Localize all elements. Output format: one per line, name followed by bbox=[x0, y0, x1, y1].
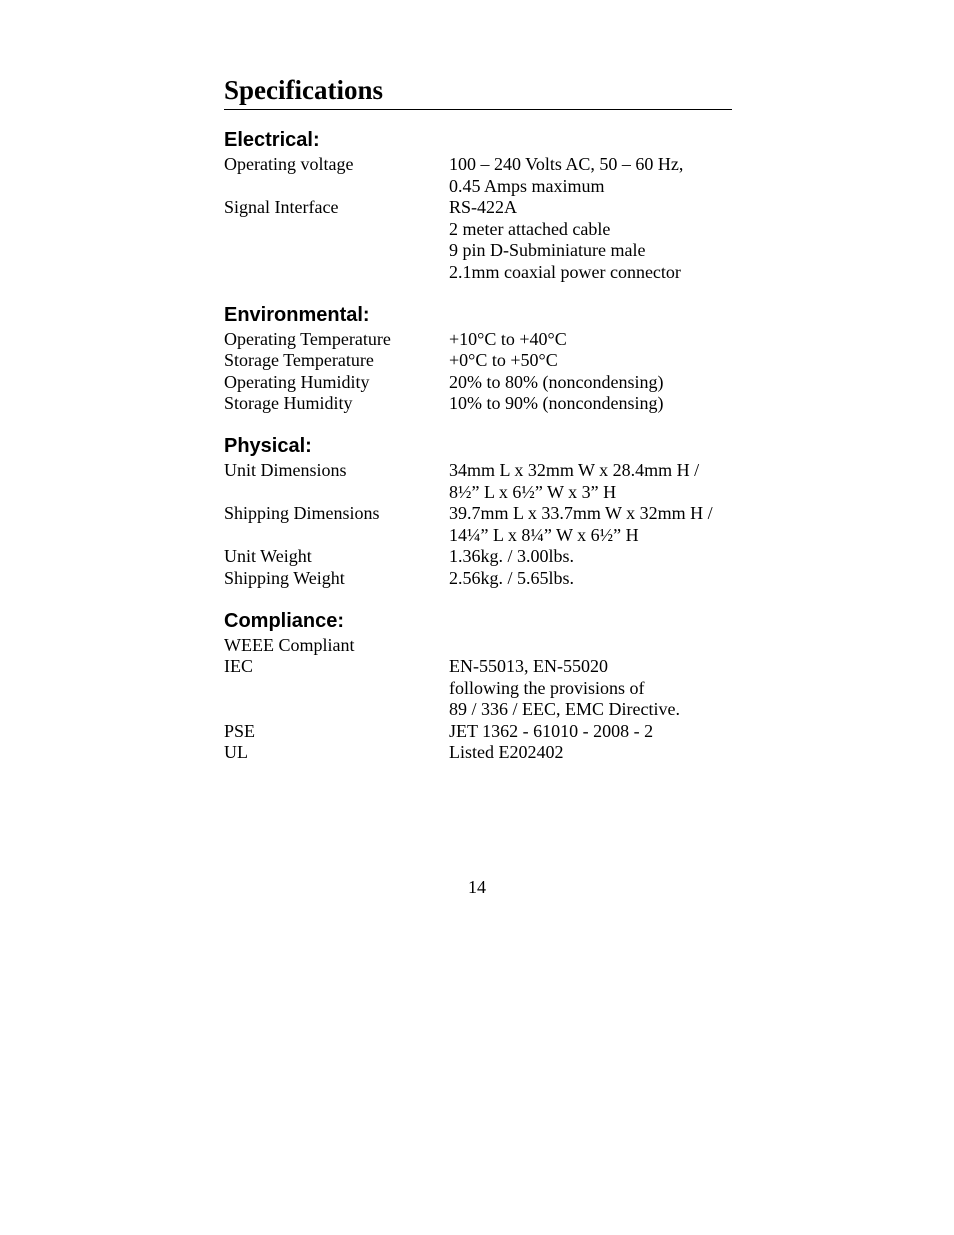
spec-label: Shipping Dimensions bbox=[224, 503, 380, 524]
section-heading: Compliance: bbox=[224, 609, 345, 632]
spec-value-line: 100 – 240 Volts AC, 50 – 60 Hz, bbox=[449, 154, 684, 174]
spec-row bbox=[224, 460, 732, 503]
spec-row bbox=[224, 503, 732, 546]
spec-value-line: following the provisions of bbox=[449, 677, 645, 698]
spec-row bbox=[224, 393, 732, 415]
spec-label: Operating voltage bbox=[224, 154, 354, 174]
spec-values bbox=[449, 350, 732, 372]
spec-row bbox=[224, 154, 732, 197]
spec-row bbox=[224, 721, 732, 743]
spec-label: UL bbox=[224, 742, 248, 763]
spec-row bbox=[224, 197, 732, 283]
spec-label: Storage Temperature bbox=[224, 350, 374, 371]
spec-values bbox=[449, 329, 732, 351]
section-heading: Environmental: bbox=[224, 303, 370, 326]
spec-value-line: 1.36kg. / 3.00lbs. bbox=[449, 546, 575, 567]
spec-label: Operating Humidity bbox=[224, 371, 370, 392]
spec-label: Storage Humidity bbox=[224, 393, 353, 414]
spec-row bbox=[224, 350, 732, 372]
spec-values bbox=[449, 503, 732, 546]
spec-row bbox=[224, 329, 732, 351]
spec-values bbox=[449, 393, 732, 415]
spec-label: Unit Dimensions bbox=[224, 459, 347, 480]
spec-value-line: 2.56kg. / 5.65lbs. bbox=[449, 567, 575, 588]
spec-value-line: +0°C to +50°C bbox=[449, 350, 558, 371]
spec-value-line: +10°C to +40°C bbox=[449, 328, 567, 349]
spec-value-line: Listed E202402 bbox=[449, 742, 564, 763]
spec-row bbox=[224, 656, 732, 721]
spec-value-line: 8½” L x 6½” W x 3” H bbox=[449, 481, 617, 502]
spec-value-line: 9 pin D-Subminiature male bbox=[449, 240, 646, 261]
spec-section bbox=[224, 303, 732, 415]
spec-value-line: 14¼” L x 8¼” W x 6½” H bbox=[449, 524, 639, 545]
spec-label: PSE bbox=[224, 720, 256, 741]
spec-value-line: 2.1mm coaxial power connector bbox=[449, 261, 681, 282]
spec-values bbox=[449, 635, 732, 657]
spec-value-line: 89 / 336 / EEC, EMC Directive. bbox=[449, 699, 680, 720]
spec-value-line: 34mm L x 32mm W x 28.4mm H / bbox=[449, 459, 700, 480]
spec-label: IEC bbox=[224, 656, 253, 677]
spec-row bbox=[224, 635, 732, 657]
spec-values bbox=[449, 656, 732, 721]
spec-sections bbox=[224, 128, 732, 764]
spec-value-line: 2 meter attached cable bbox=[449, 218, 611, 239]
spec-values bbox=[449, 460, 732, 503]
spec-values bbox=[449, 742, 732, 764]
spec-section bbox=[224, 128, 732, 284]
section-heading: Electrical: bbox=[224, 129, 320, 151]
spec-values bbox=[449, 154, 732, 197]
spec-label: Shipping Weight bbox=[224, 567, 345, 588]
spec-label: WEEE Compliant bbox=[224, 634, 355, 655]
spec-values bbox=[449, 372, 732, 394]
spec-values bbox=[449, 546, 732, 568]
document-page bbox=[224, 72, 732, 764]
spec-value-line: 0.45 Amps maximum bbox=[449, 175, 605, 196]
spec-label: Unit Weight bbox=[224, 546, 312, 567]
spec-section bbox=[224, 609, 732, 765]
spec-row bbox=[224, 568, 732, 590]
spec-row bbox=[224, 742, 732, 764]
section-heading: Physical: bbox=[224, 434, 312, 457]
page-title: Specifications bbox=[224, 72, 732, 110]
spec-value-line: 10% to 90% (noncondensing) bbox=[449, 393, 664, 414]
spec-row bbox=[224, 546, 732, 568]
spec-value-line: RS-422A bbox=[449, 197, 518, 218]
spec-value-line: EN-55013, EN-55020 bbox=[449, 656, 608, 677]
page-number: 14 bbox=[468, 877, 486, 897]
spec-label: Operating Temperature bbox=[224, 328, 391, 349]
spec-values bbox=[449, 197, 732, 283]
spec-value-line: 20% to 80% (noncondensing) bbox=[449, 371, 664, 392]
spec-values bbox=[449, 568, 732, 590]
spec-row bbox=[224, 372, 732, 394]
spec-section bbox=[224, 434, 732, 590]
spec-label: Signal Interface bbox=[224, 197, 339, 218]
spec-value-line: JET 1362 - 61010 - 2008 - 2 bbox=[449, 720, 654, 741]
spec-value-line: 39.7mm L x 33.7mm W x 32mm H / bbox=[449, 503, 713, 524]
spec-values bbox=[449, 721, 732, 743]
